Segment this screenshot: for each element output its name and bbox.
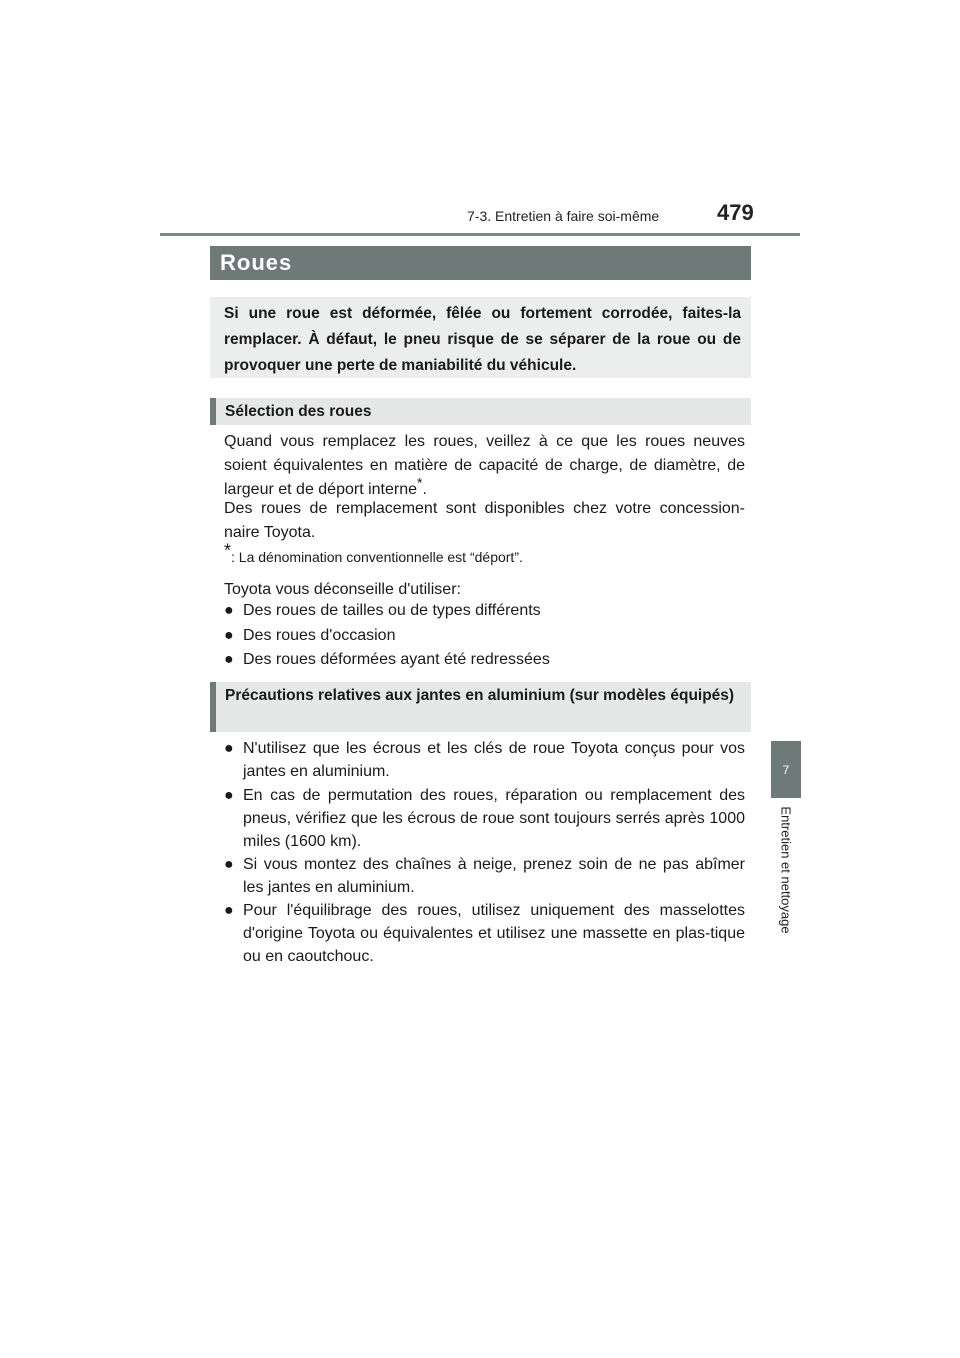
chapter-side-label: Entretien et nettoyage — [778, 806, 794, 934]
bullet-icon: ● — [224, 602, 234, 619]
list-item-text: N'utilisez que les écrous et les clés de roue Toyota conçus pour vos jantes en aluminium. — [243, 740, 745, 780]
list-item-text: Des roues de tailles ou de types différents — [243, 602, 541, 619]
bullet-icon: ● — [224, 627, 234, 644]
bullet-icon: ● — [224, 856, 234, 873]
chapter-number: 7 — [782, 762, 790, 777]
list-item — [224, 624, 745, 647]
dealer-paragraph: Des roues de remplacement sont disponibles chez votre concession-naire Toyota. — [224, 500, 745, 541]
list-item-text: Pour l'équilibrage des roues, utilisez uniquement des masselottes d'origine Toyota ou équivalentes et utilisez une massette en plas-tique ou en caoutchouc. — [243, 902, 745, 965]
section-title: Roues — [210, 246, 751, 280]
selection-paragraph — [224, 430, 745, 502]
footnote-text: : La dénomination conventionnelle est “déport”. — [231, 549, 523, 565]
bullet-icon: ● — [224, 787, 234, 804]
bullet-icon: ● — [224, 740, 234, 757]
list-item — [224, 784, 745, 853]
list-item-text: Des roues d'occasion — [243, 627, 396, 644]
footnote-asterisk: * — [224, 540, 232, 561]
running-header-section: 7-3. Entretien à faire soi-même — [467, 208, 660, 224]
footnote-marker: * — [417, 474, 423, 491]
footnote — [224, 540, 745, 567]
list-item — [224, 899, 745, 968]
bullet-icon: ● — [224, 651, 234, 668]
page-number: 479 — [717, 200, 754, 225]
list-item — [224, 853, 745, 899]
selection-paragraph-text: Quand vous remplacez les roues, veillez à ce que les roues neuves soient équivalentes en matière de capacité de charge, de diamètre, de largeur et de déport interne — [224, 433, 745, 498]
advice-intro: Toyota vous déconseille d'utiliser: — [224, 581, 461, 598]
list-item-text: Des roues déformées ayant été redressées — [243, 651, 550, 668]
list-item — [224, 599, 745, 622]
list-item — [224, 737, 745, 783]
list-item-text: Si vous montez des chaînes à neige, prenez soin de ne pas abîmer les jantes en aluminium. — [243, 856, 745, 896]
intro-box: Si une roue est déformée, fêlée ou fortement corrodée, faites-la remplacer. À défaut, le pneu risque de se séparer de la roue ou de provoquer une perte de maniabilité du véhicule. — [210, 297, 751, 378]
chapter-tab — [771, 741, 801, 798]
subheading-selection: Sélection des roues — [210, 398, 751, 425]
list-item — [224, 648, 745, 671]
header-rule — [160, 233, 800, 236]
subheading-precautions: Précautions relatives aux jantes en aluminium (sur modèles équipés) — [210, 682, 751, 732]
list-item-text: En cas de permutation des roues, réparation ou remplacement des pneus, vérifiez que les écrous de roue sont toujours serrés après 1000 miles (1600 km). — [243, 787, 745, 850]
bullet-icon: ● — [224, 902, 234, 919]
selection-paragraph-end: . — [422, 481, 427, 498]
